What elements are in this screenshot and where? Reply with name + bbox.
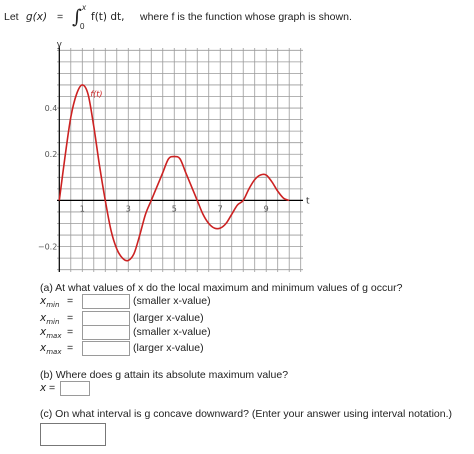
integral-upper-limit: x [82,3,86,12]
x-tick-label: 5 [171,204,177,214]
var-x: x [40,382,47,394]
x-tick-label: 3 [125,204,131,214]
y-tick-label: 0.4 [44,104,58,114]
x-min-smaller-input[interactable] [82,294,130,309]
curve-label: f(t) [90,89,103,99]
hint-text: (smaller x-value) [133,295,211,307]
var-x: x [40,326,47,338]
answer-row [40,341,340,361]
let-text: Let [4,11,19,23]
x-min-label [40,295,59,309]
equals-sign: = [67,295,74,307]
function-graph [37,36,310,276]
sub-max: max [46,332,62,341]
y-axis-label: y [56,40,62,50]
x-max-larger-input[interactable] [82,341,130,356]
equals-sign: = [49,382,56,394]
var-x: x [40,312,47,324]
concave-down-interval-input[interactable] [40,423,106,446]
sub-max: max [46,348,62,357]
equals-sign: = [57,11,64,23]
problem-description: where f is the function whose graph is shown. [140,11,352,23]
x-tick-label: 1 [79,204,85,214]
problem-statement [4,3,404,31]
equals-sign: = [67,326,74,338]
var-x: x [40,342,47,354]
y-tick-label: −0.2 [37,242,58,252]
integrand: f(t) dt, [91,11,125,23]
x-tick-label: 7 [217,204,223,214]
integral-sign: ∫ [72,6,82,28]
x-max-label [40,326,61,340]
part-c-question: (c) On what interval is g concave downward? (Enter your answer using interval notation.) [40,408,453,420]
y-tick-label: 0.2 [44,150,58,160]
function-graph-svg [37,36,310,276]
sub-min: min [46,318,60,327]
equals-sign: = [67,342,74,354]
equals-sign: = [67,312,74,324]
x-min-larger-input[interactable] [82,311,130,326]
sub-min: min [46,301,60,310]
hint-text: (larger x-value) [133,342,204,354]
x-axis-label: t [306,196,310,207]
integral-lower-limit: 0 [80,22,85,31]
g-of-x: g(x) [26,11,48,23]
x-max-smaller-input[interactable] [82,325,130,340]
var-x: x [40,295,47,307]
x-tick-label: 9 [263,204,269,214]
x-max-label [40,342,61,356]
part-a-question: (a) At what values of x do the local maximum and minimum values of g occur? [40,282,403,294]
part-b-question: (b) Where does g attain its absolute maximum value? [40,369,289,381]
x-min-label [40,312,59,326]
hint-text: (larger x-value) [133,312,204,324]
answer-row [40,381,240,397]
hint-text: (smaller x-value) [133,326,211,338]
absolute-max-input[interactable] [60,381,90,396]
